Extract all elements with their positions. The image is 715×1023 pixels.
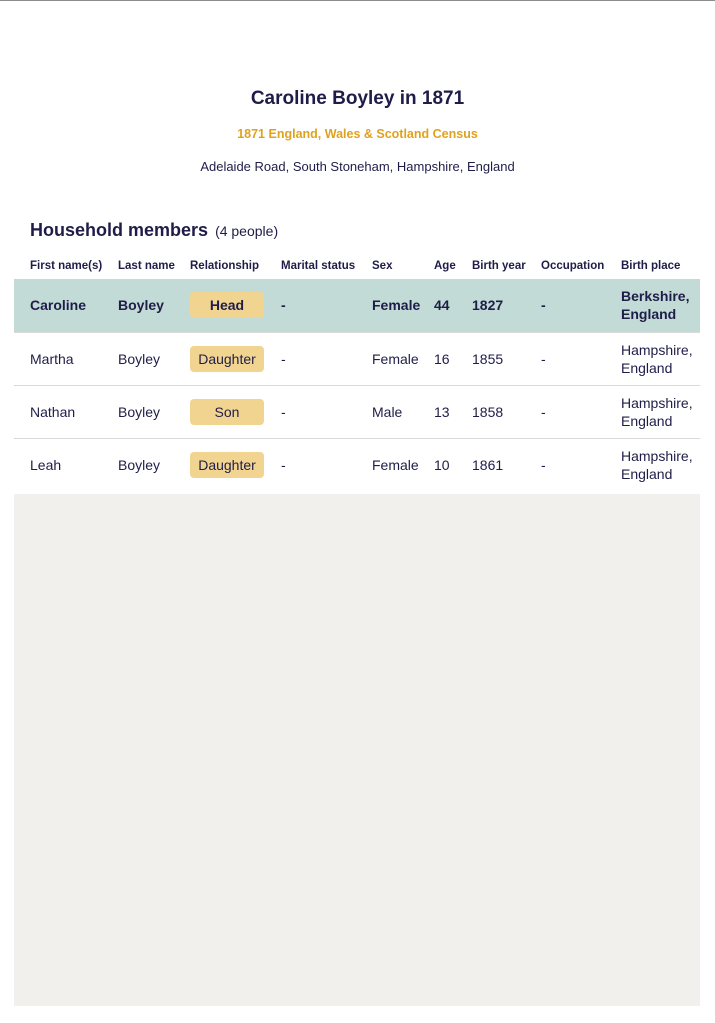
cell-sex: Female: [372, 456, 419, 473]
cell-relationship: [190, 385, 281, 438]
column-header-occupation: Occupation: [541, 260, 605, 272]
household-count: (4 people): [215, 223, 279, 239]
column-header-birth-place: Birth place: [621, 260, 681, 272]
household-heading: [30, 220, 278, 241]
relationship-badge: Daughter: [190, 346, 264, 372]
birth-place-line-2: England: [621, 306, 677, 323]
table-row[interactable]: [14, 385, 700, 438]
cell-occupation: -: [541, 297, 546, 314]
cell-birth-year: 1858: [472, 403, 504, 420]
cell-sex: Female: [372, 350, 419, 367]
cell-age: 10: [434, 456, 450, 473]
column-header-last-name: Last name: [118, 260, 175, 272]
birth-place-line-2: England: [621, 412, 673, 429]
cell-birth-place: [621, 279, 700, 332]
cell-first-name[interactable]: Martha: [30, 350, 74, 367]
cell-relationship: [190, 438, 281, 491]
cell-sex: Male: [372, 403, 403, 420]
cell-occupation: -: [541, 456, 546, 473]
column-header-marital-status: Marital status: [281, 260, 356, 272]
cell-age: 13: [434, 403, 450, 420]
cell-birth-place: [621, 332, 700, 385]
column-header-age: Age: [434, 260, 456, 272]
cell-first-name[interactable]: Nathan: [30, 403, 76, 420]
cell-last-name: Boyley: [118, 350, 161, 367]
table-header-row: [14, 253, 700, 279]
cell-last-name: Boyley: [118, 456, 161, 473]
column-header-sex: Sex: [372, 260, 393, 272]
record-header: [0, 0, 715, 210]
birth-place-line-2: England: [621, 359, 673, 376]
cell-first-name[interactable]: Leah: [30, 456, 62, 473]
birth-place-line-1: Hampshire,: [621, 341, 693, 358]
household-card: [14, 209, 700, 494]
table-row[interactable]: [14, 332, 700, 385]
cell-relationship: [190, 332, 281, 385]
cell-birth-place: [621, 385, 700, 438]
cell-marital-status: -: [281, 350, 286, 367]
table-row-head[interactable]: [14, 279, 700, 332]
cell-marital-status: -: [281, 456, 286, 473]
cell-birth-year: 1827: [472, 297, 504, 314]
birth-place-line-2: England: [621, 465, 673, 482]
cell-marital-status: -: [281, 403, 286, 420]
relationship-badge: Daughter: [190, 452, 264, 478]
household-heading-text: Household members: [30, 220, 209, 240]
page-title: Caroline Boyley in 1871: [250, 88, 465, 109]
cell-occupation: -: [541, 403, 546, 420]
relationship-badge: Head: [190, 292, 264, 318]
column-header-birth-year: Birth year: [472, 260, 526, 272]
cell-occupation: -: [541, 350, 546, 367]
cell-last-name: Boyley: [118, 403, 161, 420]
cell-birth-place: [621, 438, 700, 491]
column-header-relationship: Relationship: [190, 260, 260, 272]
census-collection-link[interactable]: 1871 England, Wales & Scotland Census: [237, 127, 478, 141]
cell-age: 44: [434, 297, 450, 314]
birth-place-line-1: Hampshire,: [621, 447, 693, 464]
cell-sex: Female: [372, 297, 421, 314]
address-text: Adelaide Road, South Stoneham, Hampshire, England: [200, 159, 515, 174]
cell-relationship: [190, 279, 281, 332]
birth-place-line-1: Hampshire,: [621, 394, 693, 411]
cell-age: 16: [434, 350, 450, 367]
relationship-badge: Son: [190, 399, 264, 425]
cell-birth-year: 1861: [472, 456, 504, 473]
cell-marital-status: -: [281, 297, 286, 314]
cell-last-name: Boyley: [118, 297, 164, 314]
household-table: [14, 253, 700, 491]
column-header-first-name: First name(s): [30, 260, 103, 272]
cell-first-name[interactable]: Caroline: [30, 297, 87, 314]
table-row[interactable]: [14, 438, 700, 491]
birth-place-line-1: Berkshire,: [621, 288, 690, 305]
cell-birth-year: 1855: [472, 350, 504, 367]
